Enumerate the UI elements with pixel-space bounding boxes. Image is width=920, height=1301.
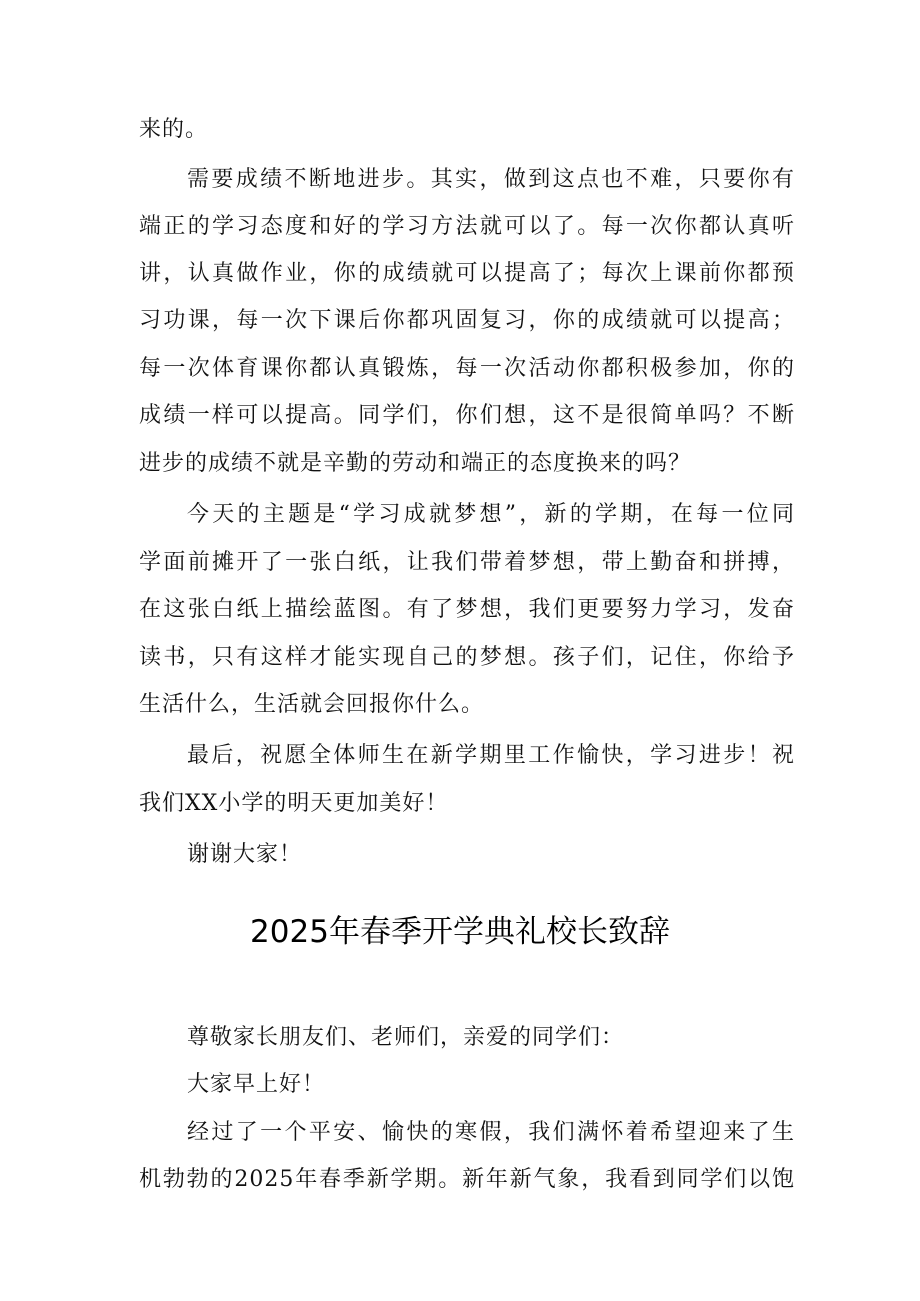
paragraph-line: 生活什么，生活就会回报你什么。 [139, 692, 485, 717]
paragraph-line: 每一次体育课你都认真锻炼，每一次活动你都积极参加，你的 [139, 356, 795, 381]
paragraph-line: 讲，认真做作业，你的成绩就可以提高了；每次上课前你都预 [139, 261, 795, 286]
paragraph-line: 大家早上好！ [187, 1072, 326, 1097]
paragraph-line: 需要成绩不断地进步。其实，做到这点也不难，只要你有 [187, 167, 795, 192]
paragraph-line: 读书，只有这样才能实现自己的梦想。孩子们，记住，你给予 [139, 645, 795, 670]
paragraph-line: 习功课，每一次下课后你都巩固复习，你的成绩就可以提高； [139, 308, 795, 333]
paragraph-line: 谢谢大家！ [187, 842, 303, 867]
paragraph-line: 尊敬家长朋友们、老师们，亲爱的同学们： [187, 1025, 625, 1050]
paragraph-line: 端正的学习态度和好的学习方法就可以了。每一次你都认真听 [139, 214, 795, 239]
paragraph-line: 成绩一样可以提高。同学们，你们想，这不是很简单吗？不断 [139, 403, 795, 428]
paragraph-line: 经过了一个平安、愉快的寒假，我们满怀着希望迎来了生 [187, 1120, 795, 1145]
paragraph-line: 今天的主题是“学习成就梦想”，新的学期，在每一位同 [187, 502, 795, 527]
paragraph-line: 机勃勃的2025年春季新学期。新年新气象，我看到同学们以饱 [139, 1167, 795, 1192]
paragraph-line: 最后，祝愿全体师生在新学期里工作愉快，学习进步！祝 [187, 743, 795, 768]
paragraph-line: 进步的成绩不就是辛勤的劳动和端正的态度换来的吗？ [139, 451, 692, 476]
paragraph-line: 在这张白纸上描绘蓝图。有了梦想，我们更要努力学习，发奋 [139, 597, 795, 622]
section-title: 2025年春季开学典礼校长致辞 [250, 914, 670, 950]
paragraph-line: 来的。 [139, 117, 209, 142]
paragraph-line: 学面前摊开了一张白纸，让我们带着梦想，带上勤奋和拼搏， [139, 550, 795, 575]
paragraph-line: 我们XX小学的明天更加美好！ [139, 791, 449, 816]
